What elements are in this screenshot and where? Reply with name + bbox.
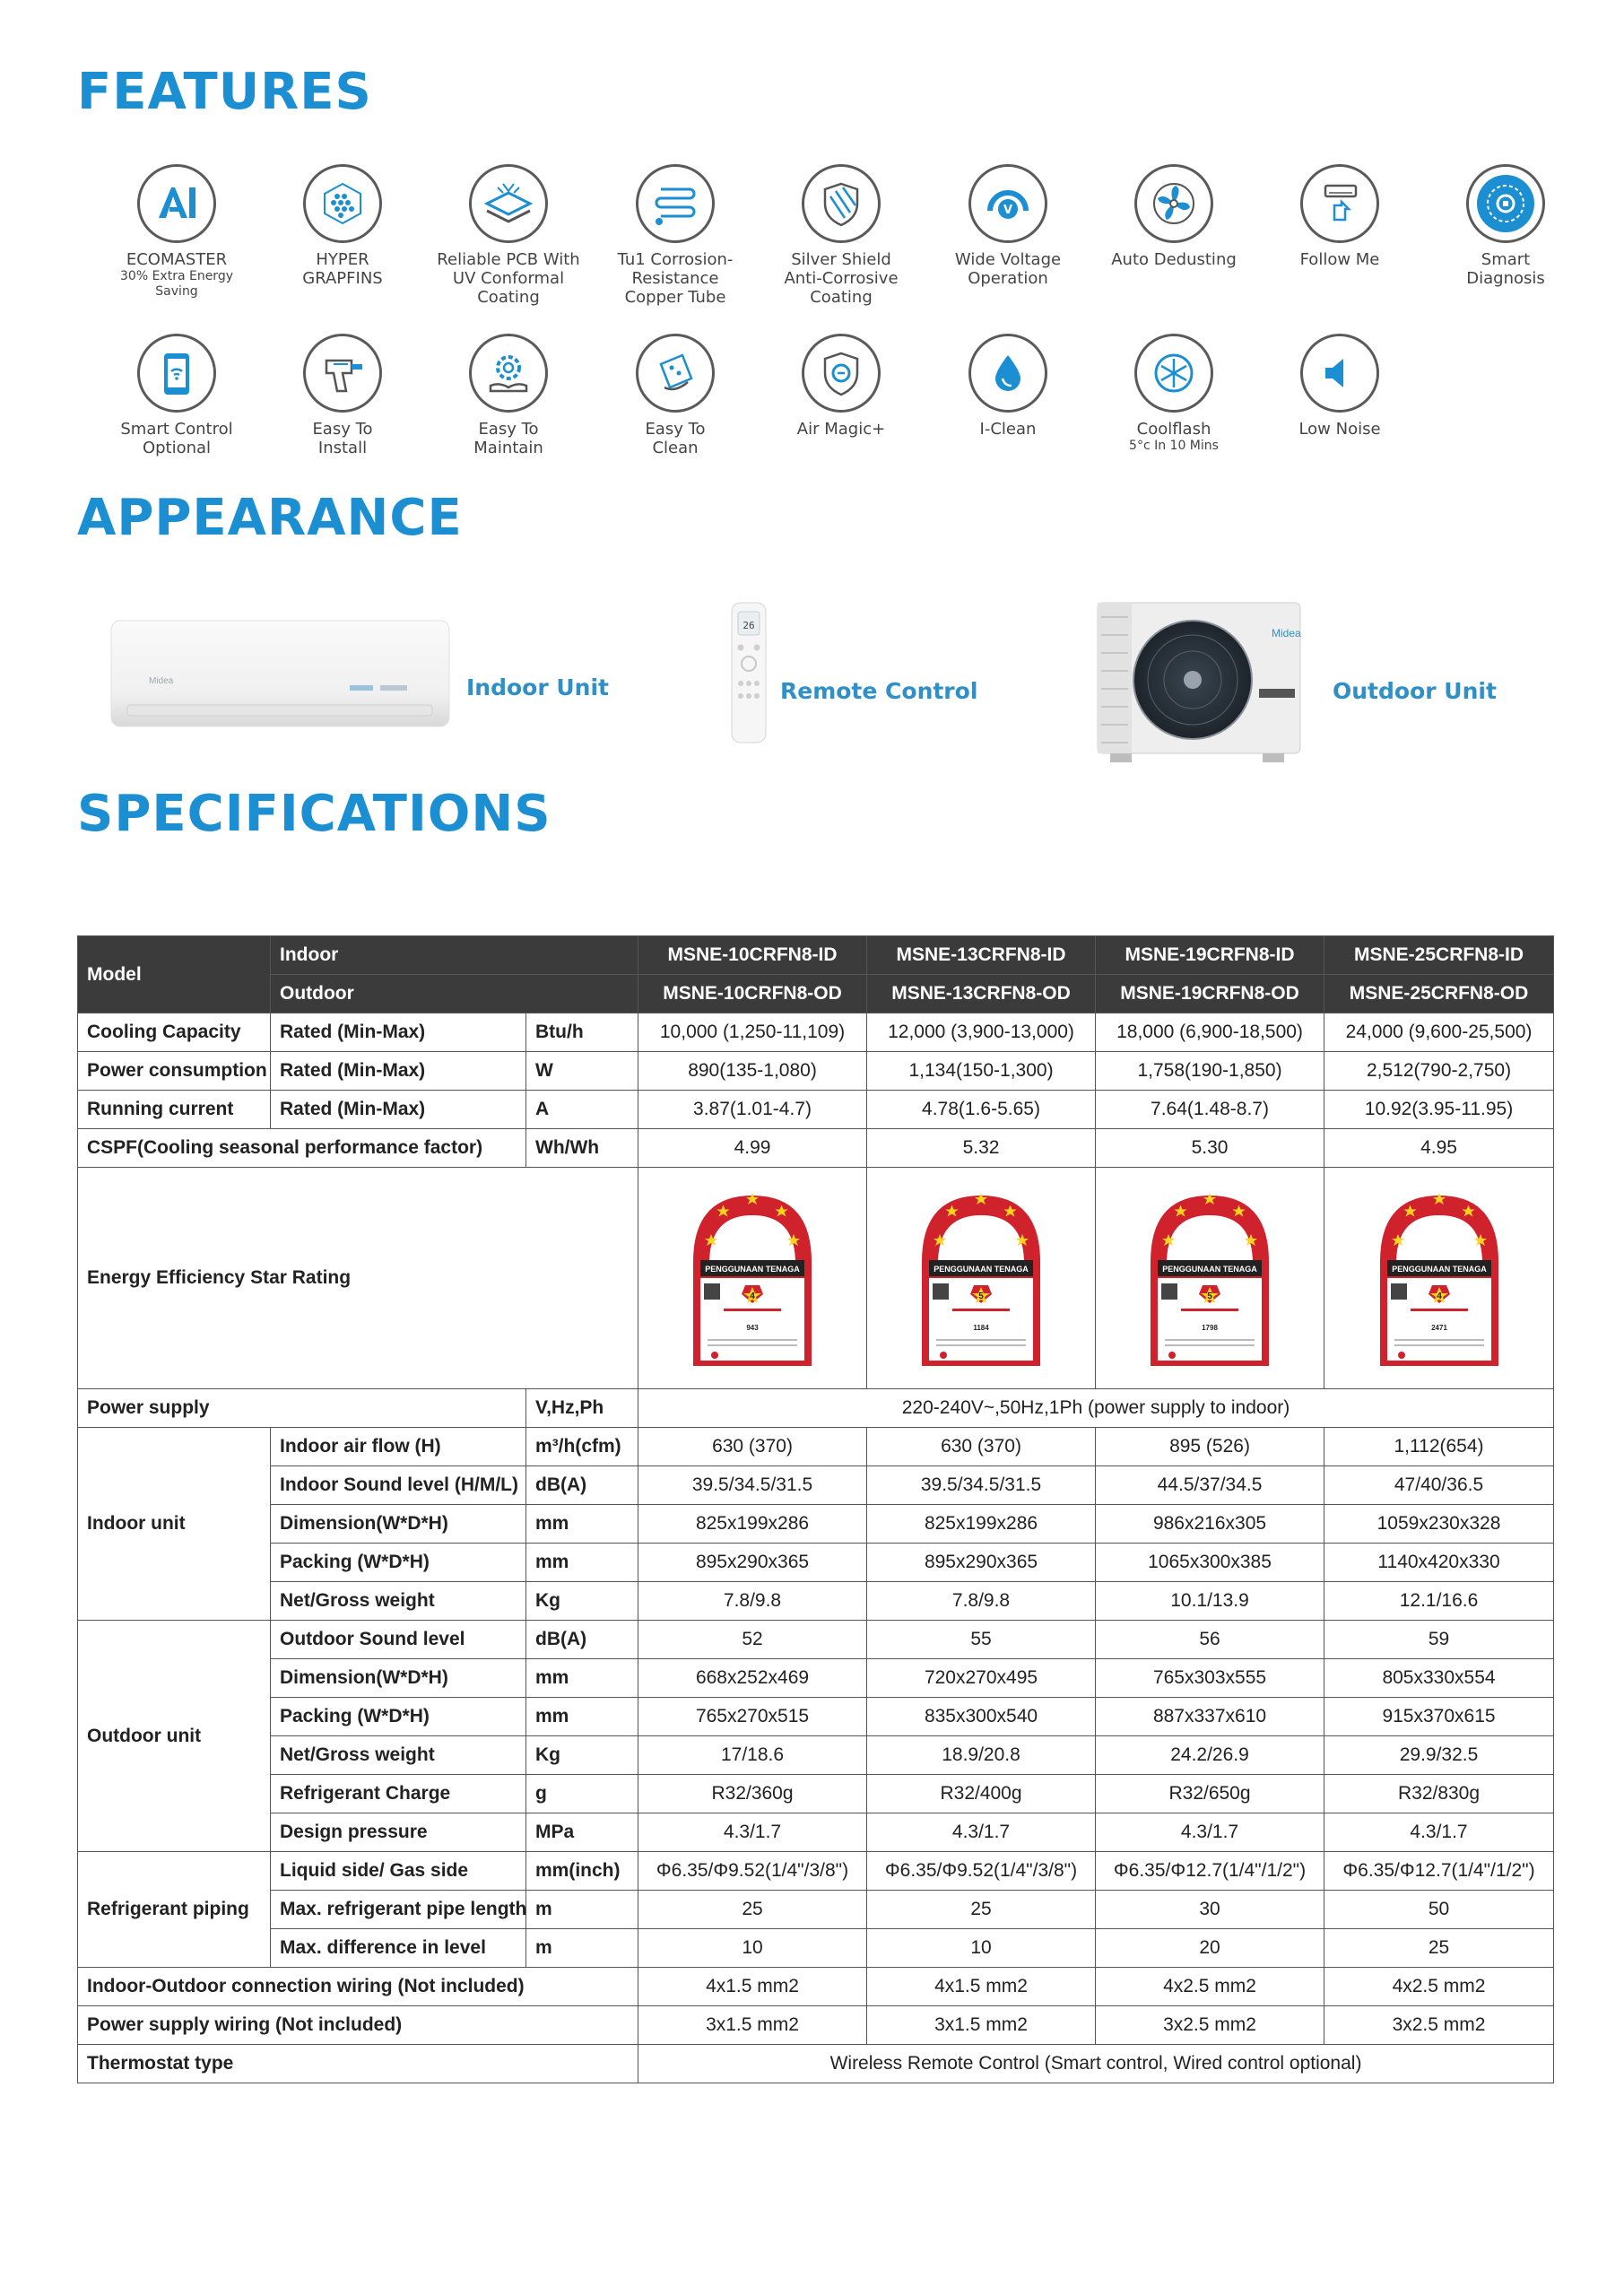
value-cell: 4.95 bbox=[1324, 1129, 1554, 1168]
feature-coil-tube bbox=[592, 164, 759, 307]
value-cell: 18.9/20.8 bbox=[867, 1736, 1096, 1775]
row-sublabel: Design pressure bbox=[271, 1813, 526, 1852]
feature-label: ECOMASTER bbox=[126, 250, 228, 269]
value-cell: 25 bbox=[1324, 1929, 1554, 1968]
row-unit: V,Hz,Ph bbox=[526, 1389, 638, 1428]
energy-star-label bbox=[1147, 1181, 1272, 1375]
energy-label-title: PENGGUNAAN TENAGA bbox=[1162, 1265, 1257, 1274]
value-cell: 4x2.5 mm2 bbox=[1324, 1968, 1554, 2006]
value-cell: 44.5/37/34.5 bbox=[1096, 1466, 1324, 1505]
row-label: Power consumption bbox=[78, 1052, 271, 1091]
value-cell: Φ6.35/Φ12.7(1/4"/1/2") bbox=[1096, 1852, 1324, 1891]
air-magic-shield-icon bbox=[802, 334, 881, 413]
value-cell: 765x270x515 bbox=[638, 1698, 867, 1736]
row-unit: W bbox=[526, 1052, 638, 1091]
energy-label-stars: 4 bbox=[1436, 1292, 1442, 1301]
value-cell: 825x199x286 bbox=[867, 1505, 1096, 1544]
energy-label-kwh: 1798 bbox=[1202, 1324, 1218, 1332]
energy-label-kwh: 2471 bbox=[1430, 1324, 1447, 1332]
layers-icon bbox=[469, 164, 548, 243]
value-cell: 890(135-1,080) bbox=[638, 1052, 867, 1091]
table-row bbox=[78, 1466, 1554, 1505]
row-sublabel: Indoor air flow (H) bbox=[271, 1428, 526, 1466]
value-cell: 4.99 bbox=[638, 1129, 867, 1168]
value-cell: 4.3/1.7 bbox=[1324, 1813, 1554, 1852]
row-label: Energy Efficiency Star Rating bbox=[78, 1168, 638, 1389]
indoor-model-name: MSNE-13CRFN8-ID bbox=[867, 936, 1096, 975]
table-row bbox=[78, 1129, 1554, 1168]
value-cell: 4.3/1.7 bbox=[638, 1813, 867, 1852]
value-cell: Φ6.35/Φ9.52(1/4"/3/8") bbox=[867, 1852, 1096, 1891]
value-cell: 52 bbox=[638, 1621, 867, 1659]
coil-tube-icon bbox=[636, 164, 715, 243]
row-unit: mm bbox=[526, 1698, 638, 1736]
row-label: Cooling Capacity bbox=[78, 1013, 271, 1052]
row-sublabel: Dimension(W*D*H) bbox=[271, 1659, 526, 1698]
value-cell: 10.1/13.9 bbox=[1096, 1582, 1324, 1621]
row-sublabel: Indoor Sound level (H/M/L) bbox=[271, 1466, 526, 1505]
value-cell: 59 bbox=[1324, 1621, 1554, 1659]
table-row bbox=[78, 1891, 1554, 1929]
row-sublabel: Outdoor Sound level bbox=[271, 1621, 526, 1659]
table-row bbox=[78, 1659, 1554, 1698]
feature-coolflash bbox=[1090, 334, 1257, 454]
outdoor-header: Outdoor bbox=[271, 975, 638, 1013]
energy-label-stars: 5 bbox=[978, 1292, 984, 1301]
value-cell: 10,000 (1,250-11,109) bbox=[638, 1013, 867, 1052]
energy-star-label bbox=[918, 1181, 1044, 1375]
value-cell: R32/400g bbox=[867, 1775, 1096, 1813]
energy-star-label bbox=[1376, 1181, 1502, 1375]
feature-label: HYPER GRAPFINS bbox=[302, 250, 383, 288]
value-cell: 50 bbox=[1324, 1891, 1554, 1929]
value-cell: 668x252x469 bbox=[638, 1659, 867, 1698]
feature-droplet-clean bbox=[925, 334, 1091, 439]
table-row bbox=[78, 1621, 1554, 1659]
feature-ai bbox=[93, 164, 260, 300]
value-cell: 4.78(1.6-5.65) bbox=[867, 1091, 1096, 1129]
value-cell: 7.8/9.8 bbox=[867, 1582, 1096, 1621]
specifications-table bbox=[77, 935, 1554, 2083]
energy-star-label bbox=[690, 1181, 815, 1375]
value-cell: 29.9/32.5 bbox=[1324, 1736, 1554, 1775]
row-unit: dB(A) bbox=[526, 1621, 638, 1659]
value-cell: 3.87(1.01-4.7) bbox=[638, 1091, 867, 1129]
value-cell: 7.64(1.48-8.7) bbox=[1096, 1091, 1324, 1129]
table-row bbox=[78, 1852, 1554, 1891]
shield-icon bbox=[802, 164, 881, 243]
diagnosis-icon bbox=[1466, 164, 1545, 243]
value-cell: 1140x420x330 bbox=[1324, 1544, 1554, 1582]
clean-hand-icon bbox=[636, 334, 715, 413]
row-label: Running current bbox=[78, 1091, 271, 1129]
table-row bbox=[78, 1813, 1554, 1852]
feature-clean-hand bbox=[592, 334, 759, 457]
row-unit: Btu/h bbox=[526, 1013, 638, 1052]
feature-follow-me bbox=[1256, 164, 1423, 269]
value-cell: 3x2.5 mm2 bbox=[1324, 2006, 1554, 2045]
energy-label-cell bbox=[1324, 1168, 1554, 1389]
outdoor-unit-image bbox=[1092, 599, 1307, 766]
value-cell: 55 bbox=[867, 1621, 1096, 1659]
fan-icon bbox=[1134, 164, 1213, 243]
value-cell: 2,512(790-2,750) bbox=[1324, 1052, 1554, 1091]
energy-label-kwh: 943 bbox=[746, 1324, 759, 1332]
value-cell: 3x1.5 mm2 bbox=[638, 2006, 867, 2045]
indoor-model-name: MSNE-19CRFN8-ID bbox=[1096, 936, 1324, 975]
value-cell: 3x2.5 mm2 bbox=[1096, 2006, 1324, 2045]
row-unit: A bbox=[526, 1091, 638, 1129]
value-cell: 3x1.5 mm2 bbox=[867, 2006, 1096, 2045]
feature-label: Tu1 Corrosion- Resistance Copper Tube bbox=[617, 250, 734, 307]
table-row bbox=[78, 975, 1554, 1013]
value-cell: 39.5/34.5/31.5 bbox=[638, 1466, 867, 1505]
energy-label-title: PENGGUNAAN TENAGA bbox=[1391, 1265, 1487, 1274]
feature-shield bbox=[758, 164, 925, 307]
features-heading: FEATURES bbox=[77, 63, 372, 121]
value-cell: 39.5/34.5/31.5 bbox=[867, 1466, 1096, 1505]
row-unit: Kg bbox=[526, 1582, 638, 1621]
feature-label: Low Noise bbox=[1298, 420, 1381, 439]
feature-label: Easy To Maintain bbox=[473, 420, 543, 457]
value-cell: 895 (526) bbox=[1096, 1428, 1324, 1466]
specifications-heading: SPECIFICATIONS bbox=[77, 785, 551, 843]
feature-drill bbox=[259, 334, 426, 457]
row-unit: Kg bbox=[526, 1736, 638, 1775]
value-cell: 10 bbox=[638, 1929, 867, 1968]
value-cell: R32/360g bbox=[638, 1775, 867, 1813]
energy-label-title: PENGGUNAAN TENAGA bbox=[705, 1265, 800, 1274]
feature-label: Air Magic+ bbox=[796, 420, 886, 439]
row-sublabel: Packing (W*D*H) bbox=[271, 1698, 526, 1736]
value-cell: 5.30 bbox=[1096, 1129, 1324, 1168]
value-cell: 1065x300x385 bbox=[1096, 1544, 1324, 1582]
value-cell: 56 bbox=[1096, 1621, 1324, 1659]
group-label: Refrigerant piping bbox=[78, 1852, 271, 1968]
energy-label-cell bbox=[1096, 1168, 1324, 1389]
value-cell: 25 bbox=[867, 1891, 1096, 1929]
row-unit: MPa bbox=[526, 1813, 638, 1852]
feature-sublabel: 30% Extra Energy Saving bbox=[120, 269, 233, 299]
row-sublabel: Dimension(W*D*H) bbox=[271, 1505, 526, 1544]
outdoor-model-name: MSNE-19CRFN8-OD bbox=[1096, 975, 1324, 1013]
value-cell: 825x199x286 bbox=[638, 1505, 867, 1544]
feature-label: Follow Me bbox=[1299, 250, 1380, 269]
energy-label-stars: 5 bbox=[1207, 1292, 1212, 1301]
table-row bbox=[78, 1052, 1554, 1091]
row-label: Indoor-Outdoor connection wiring (Not included) bbox=[78, 1968, 638, 2006]
remote-control-image bbox=[730, 601, 768, 744]
table-row bbox=[78, 1389, 1554, 1428]
value-cell: 630 (370) bbox=[867, 1428, 1096, 1466]
row-label: Power supply bbox=[78, 1389, 526, 1428]
indoor-model-name: MSNE-10CRFN8-ID bbox=[638, 936, 867, 975]
row-unit: mm bbox=[526, 1505, 638, 1544]
value-cell: 220-240V~,50Hz,1Ph (power supply to indoor) bbox=[638, 1389, 1554, 1428]
table-row bbox=[78, 1168, 1554, 1389]
value-cell: 20 bbox=[1096, 1929, 1324, 1968]
value-cell: 1059x230x328 bbox=[1324, 1505, 1554, 1544]
coolflash-icon bbox=[1134, 334, 1213, 413]
gauge-icon bbox=[968, 164, 1047, 243]
remote-control-label: Remote Control bbox=[780, 678, 978, 704]
row-label: CSPF(Cooling seasonal performance factor) bbox=[78, 1129, 526, 1168]
value-cell: R32/830g bbox=[1324, 1775, 1554, 1813]
indoor-model-name: MSNE-25CRFN8-ID bbox=[1324, 936, 1554, 975]
row-sublabel: Net/Gross weight bbox=[271, 1736, 526, 1775]
value-cell: 4x1.5 mm2 bbox=[638, 1968, 867, 2006]
value-cell: 887x337x610 bbox=[1096, 1698, 1324, 1736]
value-cell: 24,000 (9,600-25,500) bbox=[1324, 1013, 1554, 1052]
row-unit: mm(inch) bbox=[526, 1852, 638, 1891]
value-cell: 10.92(3.95-11.95) bbox=[1324, 1091, 1554, 1129]
outdoor-brand-mark: Midea bbox=[1272, 627, 1301, 639]
energy-label-cell bbox=[638, 1168, 867, 1389]
feature-layers bbox=[425, 164, 592, 307]
row-unit: g bbox=[526, 1775, 638, 1813]
value-cell: 4.3/1.7 bbox=[1096, 1813, 1324, 1852]
value-cell: Φ6.35/Φ9.52(1/4"/3/8") bbox=[638, 1852, 867, 1891]
feature-sublabel: 5°c In 10 Mins bbox=[1129, 439, 1219, 453]
feature-gear-hand bbox=[425, 334, 592, 457]
row-sublabel: Rated (Min-Max) bbox=[271, 1091, 526, 1129]
value-cell: 24.2/26.9 bbox=[1096, 1736, 1324, 1775]
feature-hexagon-grid bbox=[259, 164, 426, 288]
table-row bbox=[78, 1505, 1554, 1544]
value-cell: 915x370x615 bbox=[1324, 1698, 1554, 1736]
table-row bbox=[78, 1775, 1554, 1813]
outdoor-unit-label: Outdoor Unit bbox=[1333, 678, 1497, 704]
feature-smartphone-wifi bbox=[93, 334, 260, 457]
svg-text:V: V bbox=[1003, 204, 1013, 217]
value-cell: 765x303x555 bbox=[1096, 1659, 1324, 1698]
value-cell: 4x1.5 mm2 bbox=[867, 1968, 1096, 2006]
hexagon-grid-icon bbox=[303, 164, 382, 243]
row-sublabel: Max. refrigerant pipe length bbox=[271, 1891, 526, 1929]
feature-label: Easy To Clean bbox=[645, 420, 706, 457]
value-cell: 12.1/16.6 bbox=[1324, 1582, 1554, 1621]
value-cell: 10 bbox=[867, 1929, 1096, 1968]
group-label: Outdoor unit bbox=[78, 1621, 271, 1852]
value-cell: 7.8/9.8 bbox=[638, 1582, 867, 1621]
outdoor-model-name: MSNE-10CRFN8-OD bbox=[638, 975, 867, 1013]
indoor-unit-image bbox=[108, 617, 453, 732]
row-label: Power supply wiring (Not included) bbox=[78, 2006, 638, 2045]
feature-label: Smart Diagnosis bbox=[1466, 250, 1545, 288]
value-cell: 1,134(150-1,300) bbox=[867, 1052, 1096, 1091]
table-row bbox=[78, 1968, 1554, 2006]
value-cell: 986x216x305 bbox=[1096, 1505, 1324, 1544]
gear-hand-icon bbox=[469, 334, 548, 413]
row-unit: mm bbox=[526, 1659, 638, 1698]
follow-me-icon bbox=[1300, 164, 1379, 243]
table-row bbox=[78, 936, 1554, 975]
row-unit: Wh/Wh bbox=[526, 1129, 638, 1168]
speaker-icon bbox=[1300, 334, 1379, 413]
remote-screen-text: 26 bbox=[743, 620, 755, 631]
feature-label: Coolflash bbox=[1136, 420, 1211, 439]
value-cell: 895x290x365 bbox=[638, 1544, 867, 1582]
table-row bbox=[78, 1091, 1554, 1129]
energy-label-kwh: 1184 bbox=[973, 1324, 989, 1332]
row-sublabel: Liquid side/ Gas side bbox=[271, 1852, 526, 1891]
table-row bbox=[78, 2006, 1554, 2045]
row-unit: m bbox=[526, 1929, 638, 1968]
smartphone-wifi-icon bbox=[137, 334, 216, 413]
row-unit: dB(A) bbox=[526, 1466, 638, 1505]
value-cell: 18,000 (6,900-18,500) bbox=[1096, 1013, 1324, 1052]
row-sublabel: Max. difference in level bbox=[271, 1929, 526, 1968]
value-cell: 1,112(654) bbox=[1324, 1428, 1554, 1466]
group-label: Indoor unit bbox=[78, 1428, 271, 1621]
feature-speaker bbox=[1256, 334, 1423, 439]
row-sublabel: Refrigerant Charge bbox=[271, 1775, 526, 1813]
outdoor-model-name: MSNE-25CRFN8-OD bbox=[1324, 975, 1554, 1013]
model-header: Model bbox=[78, 936, 271, 1013]
value-cell: 4.3/1.7 bbox=[867, 1813, 1096, 1852]
table-row bbox=[78, 1544, 1554, 1582]
value-cell: Wireless Remote Control (Smart control, Wired control optional) bbox=[638, 2045, 1554, 2083]
value-cell: 630 (370) bbox=[638, 1428, 867, 1466]
value-cell: R32/650g bbox=[1096, 1775, 1324, 1813]
row-unit: m³/h(cfm) bbox=[526, 1428, 638, 1466]
table-row bbox=[78, 1582, 1554, 1621]
table-row bbox=[78, 1929, 1554, 1968]
table-row bbox=[78, 1013, 1554, 1052]
energy-label-title: PENGGUNAAN TENAGA bbox=[934, 1265, 1029, 1274]
value-cell: 895x290x365 bbox=[867, 1544, 1096, 1582]
energy-label-cell bbox=[867, 1168, 1096, 1389]
table-row bbox=[78, 2045, 1554, 2083]
feature-fan bbox=[1090, 164, 1257, 269]
row-sublabel: Packing (W*D*H) bbox=[271, 1544, 526, 1582]
feature-label: Wide Voltage Operation bbox=[954, 250, 1062, 288]
feature-gauge bbox=[925, 164, 1091, 288]
value-cell: 1,758(190-1,850) bbox=[1096, 1052, 1324, 1091]
value-cell: 17/18.6 bbox=[638, 1736, 867, 1775]
value-cell: 720x270x495 bbox=[867, 1659, 1096, 1698]
indoor-brand-mark: Midea bbox=[149, 676, 174, 686]
row-sublabel: Rated (Min-Max) bbox=[271, 1052, 526, 1091]
drill-icon bbox=[303, 334, 382, 413]
row-sublabel: Rated (Min-Max) bbox=[271, 1013, 526, 1052]
droplet-clean-icon bbox=[968, 334, 1047, 413]
feature-label: Smart Control Optional bbox=[120, 420, 233, 457]
feature-label: Silver Shield Anti-Corrosive Coating bbox=[784, 250, 899, 307]
row-unit: mm bbox=[526, 1544, 638, 1582]
value-cell: 5.32 bbox=[867, 1129, 1096, 1168]
row-sublabel: Net/Gross weight bbox=[271, 1582, 526, 1621]
feature-label: I-Clean bbox=[979, 420, 1037, 439]
value-cell: 12,000 (3,900-13,000) bbox=[867, 1013, 1096, 1052]
value-cell: 835x300x540 bbox=[867, 1698, 1096, 1736]
feature-label: Auto Dedusting bbox=[1111, 250, 1237, 269]
feature-diagnosis bbox=[1422, 164, 1589, 288]
table-row bbox=[78, 1428, 1554, 1466]
row-label: Thermostat type bbox=[78, 2045, 638, 2083]
indoor-unit-label: Indoor Unit bbox=[466, 674, 609, 700]
table-row bbox=[78, 1698, 1554, 1736]
energy-label-stars: 4 bbox=[750, 1292, 755, 1301]
value-cell: 47/40/36.5 bbox=[1324, 1466, 1554, 1505]
value-cell: 30 bbox=[1096, 1891, 1324, 1929]
ai-icon bbox=[137, 164, 216, 243]
table-row bbox=[78, 1736, 1554, 1775]
outdoor-model-name: MSNE-13CRFN8-OD bbox=[867, 975, 1096, 1013]
row-unit: m bbox=[526, 1891, 638, 1929]
value-cell: 4x2.5 mm2 bbox=[1096, 1968, 1324, 2006]
value-cell: 25 bbox=[638, 1891, 867, 1929]
feature-air-magic-shield bbox=[758, 334, 925, 439]
value-cell: Φ6.35/Φ12.7(1/4"/1/2") bbox=[1324, 1852, 1554, 1891]
value-cell: 805x330x554 bbox=[1324, 1659, 1554, 1698]
indoor-header: Indoor bbox=[271, 936, 638, 975]
appearance-heading: APPEARANCE bbox=[77, 489, 463, 547]
feature-label: Reliable PCB With UV Conformal Coating bbox=[437, 250, 580, 307]
feature-label: Easy To Install bbox=[312, 420, 373, 457]
